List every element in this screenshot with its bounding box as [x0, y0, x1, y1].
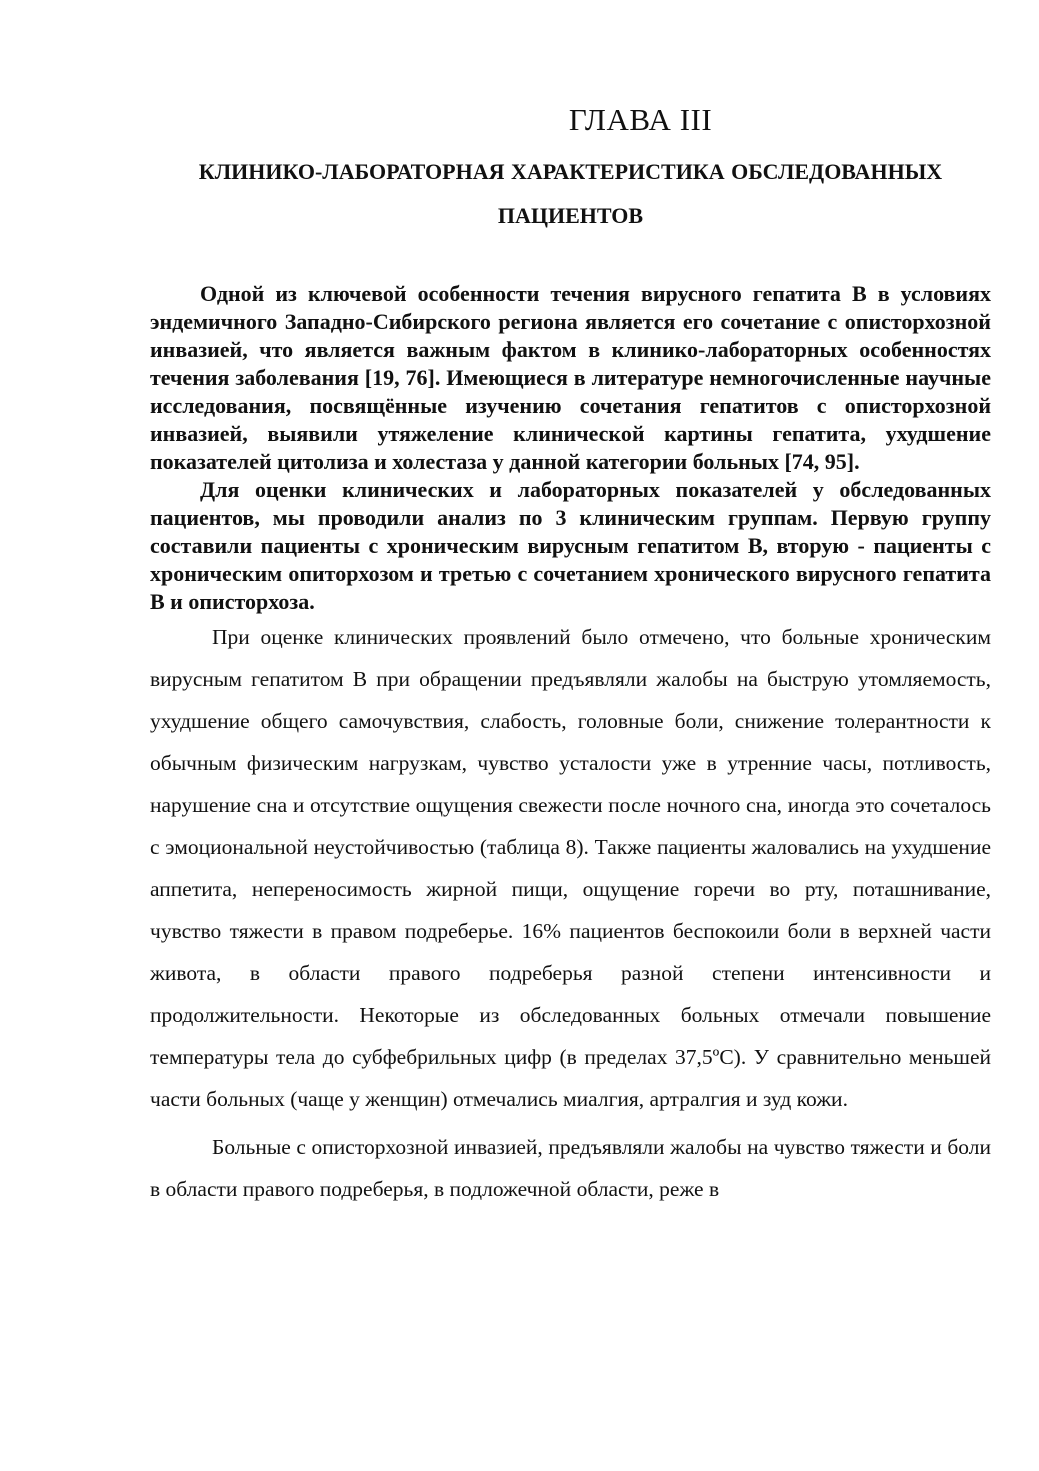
body-paragraph: При оценке клинических проявлений было отмечено, что больные хроническим вирусным гепатитом В при обращении предъявляли жалобы на быструю утомляемость, ухудшение общего самочувствия, слабость, головные боли, снижение толерантности к обычным физическим нагрузкам, чувство усталости уже в утренние часы, потливость, нарушение сна и отсутствие ощущения свежести после ночного сна, иногда это сочеталось с эмоциональной неустойчивостью (таблица 8). Также пациенты жаловались на ухудшение аппетита, непереносимость жирной пищи, ощущение горечи во рту, поташнивание, чувство тяжести в правом подреберье. 16% пациентов беспокоили боли в верхней части живота, в области правого подреберья разной степени интенсивности и продолжительности. Некоторые из обследованных больных отмечали повышение температуры тела до субфебрильных цифр (в пределах 37,5ºС). У сравнительно меньшей части больных (чаще у женщин) отмечались миалгия, артралгия и зуд кожи. — [150, 625, 991, 1111]
bold-paragraph: Одной из ключевой особенности течения вирусного гепатита В в условиях эндемичного Западно-Сибирского региона является его сочетание с описторхозной инвазией, что является важным фактом в клинико-лабораторных особенностях течения заболевания [19, 76]. Имеющиеся в литературе немногочисленные научные исследования, посвящённые изучению сочетания гепатитов с описторхозной инвазией, выявили утяжеление клинической картины гепатита, ухудшение показателей цитолиза и холестаза у данной категории больных [74, 95]. — [150, 281, 991, 474]
chapter-heading: ГЛАВА III — [568, 102, 713, 137]
bold-intro-block — [150, 280, 991, 616]
body-text-block — [150, 616, 991, 1210]
bold-paragraph: Для оценки клинических и лабораторных показателей у обследованных пациентов, мы проводили анализ по 3 клиническим группам. Первую группу составили пациенты с хроническим вирусным гепатитом В, вторую - пациенты с хроническим опиторхозом и третью с сочетанием хронического вирусного гепатита В и описторхоза. — [150, 477, 991, 614]
body-paragraph: Больные с описторхозной инвазией, предъявляли жалобы на чувство тяжести и боли в области правого подреберья, в подложечной области, реже в — [150, 1135, 991, 1201]
chapter-title: КЛИНИКО-ЛАБОРАТОРНАЯ ХАРАКТЕРИСТИКА ОБСЛЕДОВАННЫХ ПАЦИЕНТОВ — [198, 159, 943, 228]
document-page — [150, 96, 991, 1210]
